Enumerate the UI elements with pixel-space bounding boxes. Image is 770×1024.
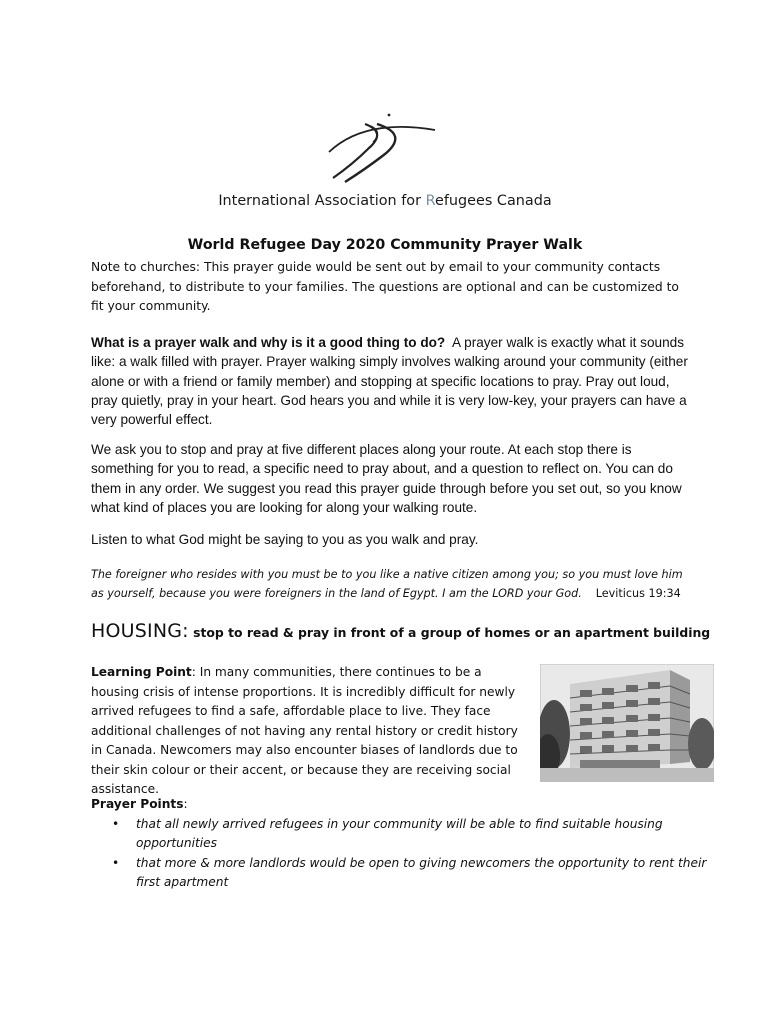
bullet-icon: • <box>112 817 120 831</box>
verse-reference: Leviticus 19:34 <box>595 587 681 600</box>
learning-point-text: : In many communities, there continues to be a housing crisis of intense proportions. It is incredibly difficult for newly arrived refugees to find a safe, affordable place to live. They face additional challenges of not having any rental history or credit history in Canada. Newcomers may also encounter biases of landlords due to their skin colour or their accent, or because they are receiving social assistance. <box>91 665 518 796</box>
organization-name-accent: R <box>425 193 435 209</box>
apartment-building-image <box>540 664 714 782</box>
listen-paragraph: Listen to what God might be saying to you as you walk and pray. <box>91 532 479 547</box>
housing-subheading: stop to read & pray in front of a group of homes or an apartment building <box>188 625 711 640</box>
list-item: • that all newly arrived refugees in your community will be able to find suitable housing opportunities <box>112 817 663 851</box>
verse-text: The foreigner who resides with you must be to you like a native citizen among you; so you must love him as yourself, because you were foreigners in the land of Egypt. I am the LORD your God. <box>91 568 683 600</box>
learning-point <box>91 663 531 800</box>
document-title: World Refugee Day 2020 Community Prayer Walk <box>187 237 583 253</box>
organization-logo-icon <box>325 112 443 184</box>
housing-title: HOUSING <box>91 620 183 642</box>
list-item: • that more & more landlords would be open to giving newcomers the opportunity to rent their first apartment <box>112 855 707 889</box>
prayer-points-list <box>108 815 708 892</box>
organization-name: International Association for Refugees Canada <box>218 193 552 209</box>
note-to-churches: Note to churches: This prayer guide would be sent out by email to your community contacts beforehand, to distribute to your families. The questions are optional and can be customized to fit your community. <box>91 260 679 313</box>
scripture-verse <box>91 565 691 603</box>
prayer-points-label: Prayer Points: <box>91 797 188 811</box>
learning-point-label: Learning Point <box>91 665 192 679</box>
instructions-paragraph: We ask you to stop and pray at five different places along your route. At each stop there is something for you to read, a specific need to pray about, and a question to reflect on. You can do them in any order. We suggest you read this prayer guide through before you set out, so you know what kind of places you are looking for along your walking route. <box>91 442 682 515</box>
housing-heading: HOUSING: stop to read & pray in front of a group of homes or an apartment building <box>91 620 711 642</box>
prayer-walk-intro <box>91 333 689 429</box>
intro-answer: A prayer walk is exactly what it sounds like: a walk filled with prayer. Prayer walking simply involves walking around your community (either alone or with a friend or family member) and stopping at specific locations to pray. Pray out loud, pray quietly, pray in your heart. God hears you and while it is very low-key, your prayers can have a very powerful effect. <box>91 335 688 428</box>
intro-question: What is a prayer walk and why is it a good thing to do? <box>91 335 446 350</box>
bullet-icon: • <box>112 855 120 870</box>
